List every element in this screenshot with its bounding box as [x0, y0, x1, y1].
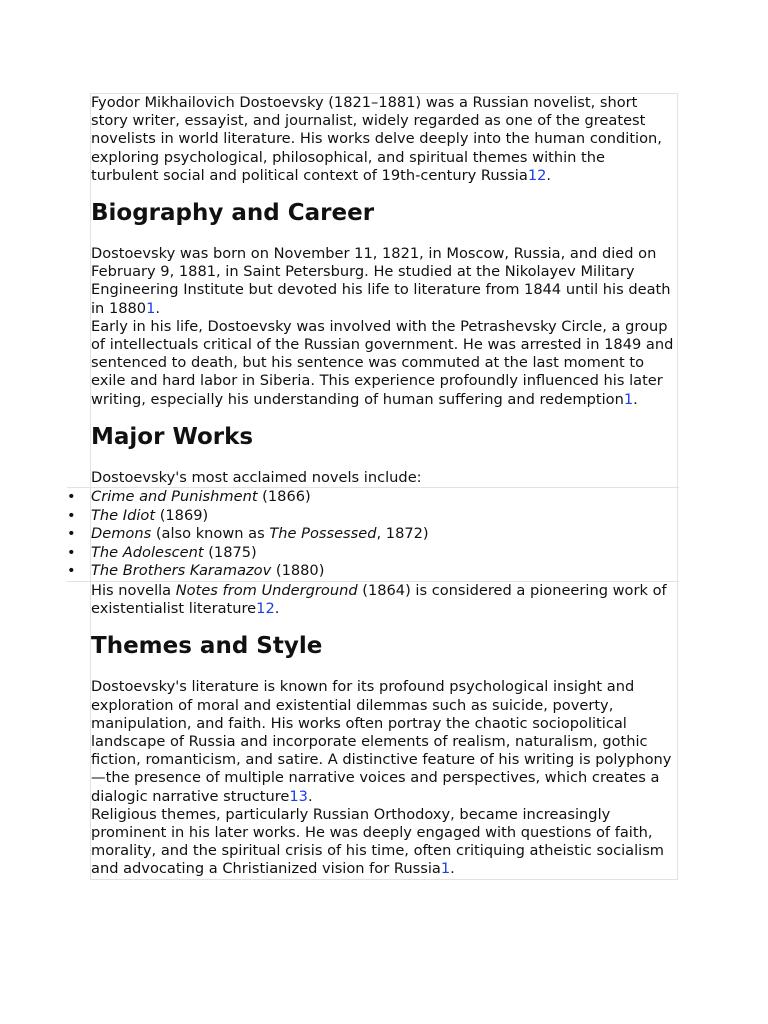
biography-paragraph-2	[91, 318, 677, 409]
citation-link[interactable]: 1	[146, 299, 156, 317]
paragraph-text: Religious themes, particularly Russian Orthodoxy, became increasingly prominent in his later works. He was deeply engaged with questions of faith, morality, and the spiritual crisis of his time, often critiquing atheistic socialism and advocating a Christianized vision for Russia	[91, 805, 665, 878]
novel-title: Crime and Punishment	[91, 488, 258, 506]
list-item	[67, 562, 679, 581]
section-heading-biography: Biography and Career	[91, 200, 375, 227]
bullet: •	[67, 562, 76, 580]
novel-year: (1869)	[155, 506, 209, 524]
bullet: •	[67, 488, 76, 506]
bullet: •	[67, 506, 76, 524]
intro-text: Fyodor Mikhailovich Dostoevsky (1821–1881) was a Russian novelist, short story writer, essayist, and journalist, widely regarded as one of the greatest novelists in world literature. His works delve deeply into the human condition, exploring psychological, philosophical, and spiritual themes within the turbulent social and political context of 19th-century Russia	[91, 94, 662, 184]
novella-title: Notes from Underground	[175, 582, 358, 600]
paragraph-text: Dostoevsky was born on November 11, 1821, in Moscow, Russia, and died on February 9, 1881, in Saint Petersburg. He studied at the Nikolayev Military Engineering Institute but devoted his life to literature from 1844 until his death in 1880	[91, 245, 671, 317]
works-lead: Dostoevsky's most acclaimed novels include:	[91, 468, 422, 486]
period: .	[546, 166, 552, 184]
themes-paragraph-2	[91, 806, 677, 879]
paragraph-text: Dostoevsky's literature is known for its profound psychological insight and exploration of moral and existential dilemmas such as suicide, poverty, manipulation, and faith. His works often portray the chaotic sociopolitical landscape of Russia and incorporate elements of realism, naturalism, gothic fiction, romanticism, and satire. A distinctive feature of his writing is polyphony—the presence of multiple narrative voices and perspectives, which creates a dialogic narrative structure	[91, 678, 672, 805]
novel-year: (1880)	[271, 562, 325, 580]
article	[67, 93, 678, 880]
novels-list	[67, 487, 679, 582]
themes-paragraph-1	[91, 678, 677, 805]
novel-title: Demons	[91, 525, 152, 543]
list-item	[67, 488, 679, 507]
citation-link[interactable]: 12	[256, 600, 275, 618]
period: .	[307, 787, 313, 805]
intro-paragraph	[91, 94, 677, 185]
citation-link[interactable]: 12	[527, 166, 547, 184]
section-heading-major-works: Major Works	[91, 423, 254, 450]
bullet: •	[67, 543, 76, 561]
section-heading-themes: Themes and Style	[91, 633, 323, 660]
novel-alt-title: The Possessed	[269, 525, 377, 543]
novel-note: (also known as	[151, 525, 270, 543]
citation-link[interactable]: 1	[440, 860, 451, 878]
period: .	[633, 390, 638, 408]
novel-title: The Idiot	[91, 506, 156, 524]
period: .	[450, 860, 455, 878]
novella-paragraph	[91, 582, 677, 618]
novel-title: The Brothers Karamazov	[91, 562, 272, 580]
bullet: •	[67, 525, 76, 543]
paragraph-text: His novella	[91, 582, 176, 600]
period: .	[274, 600, 280, 618]
paragraph-text: Early in his life, Dostoevsky was involved with the Petrashevsky Circle, a group of intellectuals critical of the Russian government. He was arrested in 1849 and sentenced to death, but his sentence was commuted at the last moment to exile and hard labor in Siberia. This experience profoundly influenced his later writing, especially his understanding of human suffering and redemption	[91, 317, 674, 408]
list-item	[67, 525, 679, 544]
novel-year: (1875)	[203, 543, 257, 561]
novel-year: (1866)	[257, 488, 311, 506]
list-item	[67, 507, 679, 526]
novel-title: The Adolescent	[91, 543, 204, 561]
citation-link[interactable]: 13	[289, 787, 308, 805]
citation-link[interactable]: 1	[623, 390, 634, 408]
paragraph-text: (1864) is considered a pioneering work of existentialist literature	[91, 582, 667, 618]
novel-year: , 1872)	[376, 525, 429, 543]
biography-paragraph-1	[91, 245, 677, 318]
period: .	[155, 299, 161, 317]
list-item	[67, 544, 679, 563]
